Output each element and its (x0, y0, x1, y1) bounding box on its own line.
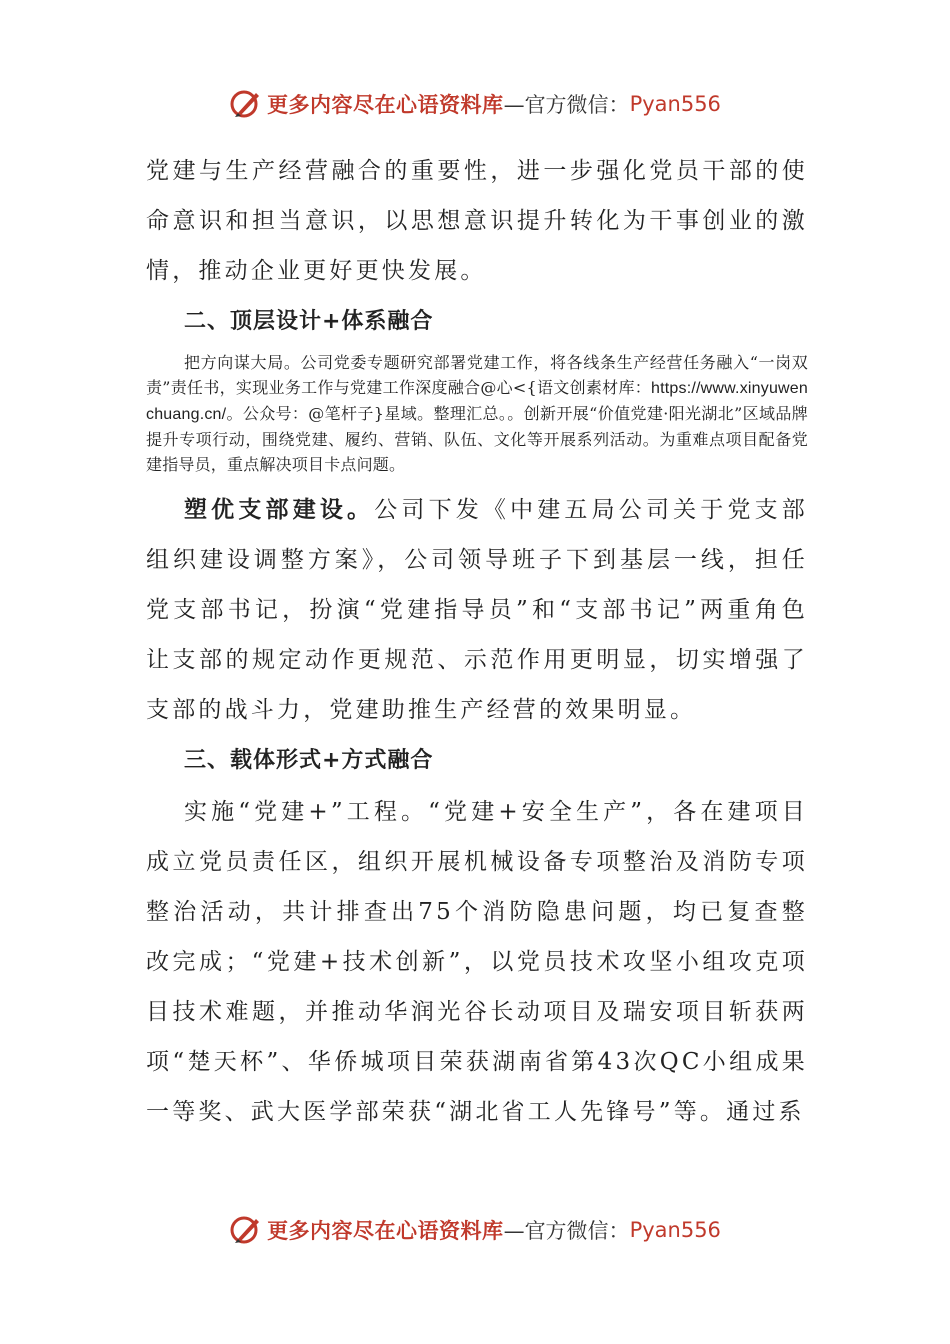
small-text-a: 把方向谋大局。公司党委专题研究部署党建工作，将各线条生产经营任务融入“一岗双责”责任书，实现业务工作与党建工作深度融合@心<{语文创素材库： (146, 353, 808, 397)
paragraph-3: 实施“党建+”工程。“党建+安全生产”，各在建项目成立党员责任区，组织开展机械设备专项整治及消防专项整治活动，共计排查出75个消防隐患问题，均已复查整改完成；“党建+技术创新”，以党员技术攻坚小组攻克项目技术难题，并推动华润光谷长动项目及瑞安项目斩获两项“楚天杯”、华侨城项目荣获湖南省第43次QC小组成果一等奖、武大医学部荣获“湖北省工人先锋号”等。通过系 (146, 799, 808, 1125)
heading-2: 二、顶层设计+体系融合 (184, 309, 434, 334)
footer-banner (0, 1210, 950, 1250)
banner-dash: —官方微信： (503, 1219, 630, 1243)
document-body (146, 146, 808, 1137)
small-paragraph (146, 350, 808, 477)
banner-text: 更多内容尽在心语资料库 (267, 93, 504, 117)
header-banner (0, 84, 950, 124)
pen-logo-icon (229, 87, 263, 121)
small-text-b: 。公众号：@笔杆子}星域。整理汇总。。创新开展“价值党建·阳光湖北”区域品牌提升专项行动，围绕党建、履约、营销、队伍、文化等开展系列活动。为重难点项目配备党建指导员，重点解决项目卡点问题。 (146, 404, 808, 474)
paragraph-2-lead: 塑优支部建设。 (184, 497, 375, 523)
paragraph-2 (146, 485, 808, 735)
paragraph-1: 党建与生产经营融合的重要性，进一步强化党员干部的使命意识和担当意识，以思想意识提升转化为干事创业的激情，推动企业更好更快发展。 (146, 158, 808, 284)
heading-3: 三、载体形式+方式融合 (184, 748, 434, 773)
banner-text: 更多内容尽在心语资料库 (267, 1219, 504, 1243)
banner-dash: —官方微信： (503, 93, 630, 117)
banner-wechat-id: Pyan556 (629, 92, 721, 116)
small-url: https://www.xinyuwenchuang.cn/ (146, 380, 808, 423)
banner-wechat-id: Pyan556 (629, 1218, 721, 1242)
paragraph-2-rest: 公司下发《中建五局公司关于党支部组织建设调整方案》，公司领导班子下到基层一线，担任党支部书记，扮演“党建指导员”和“支部书记”两重角色让支部的规定动作更规范、示范作用更明显，切实增强了支部的战斗力，党建助推生产经营的效果明显。 (146, 497, 809, 723)
pen-logo-icon (229, 1213, 263, 1247)
